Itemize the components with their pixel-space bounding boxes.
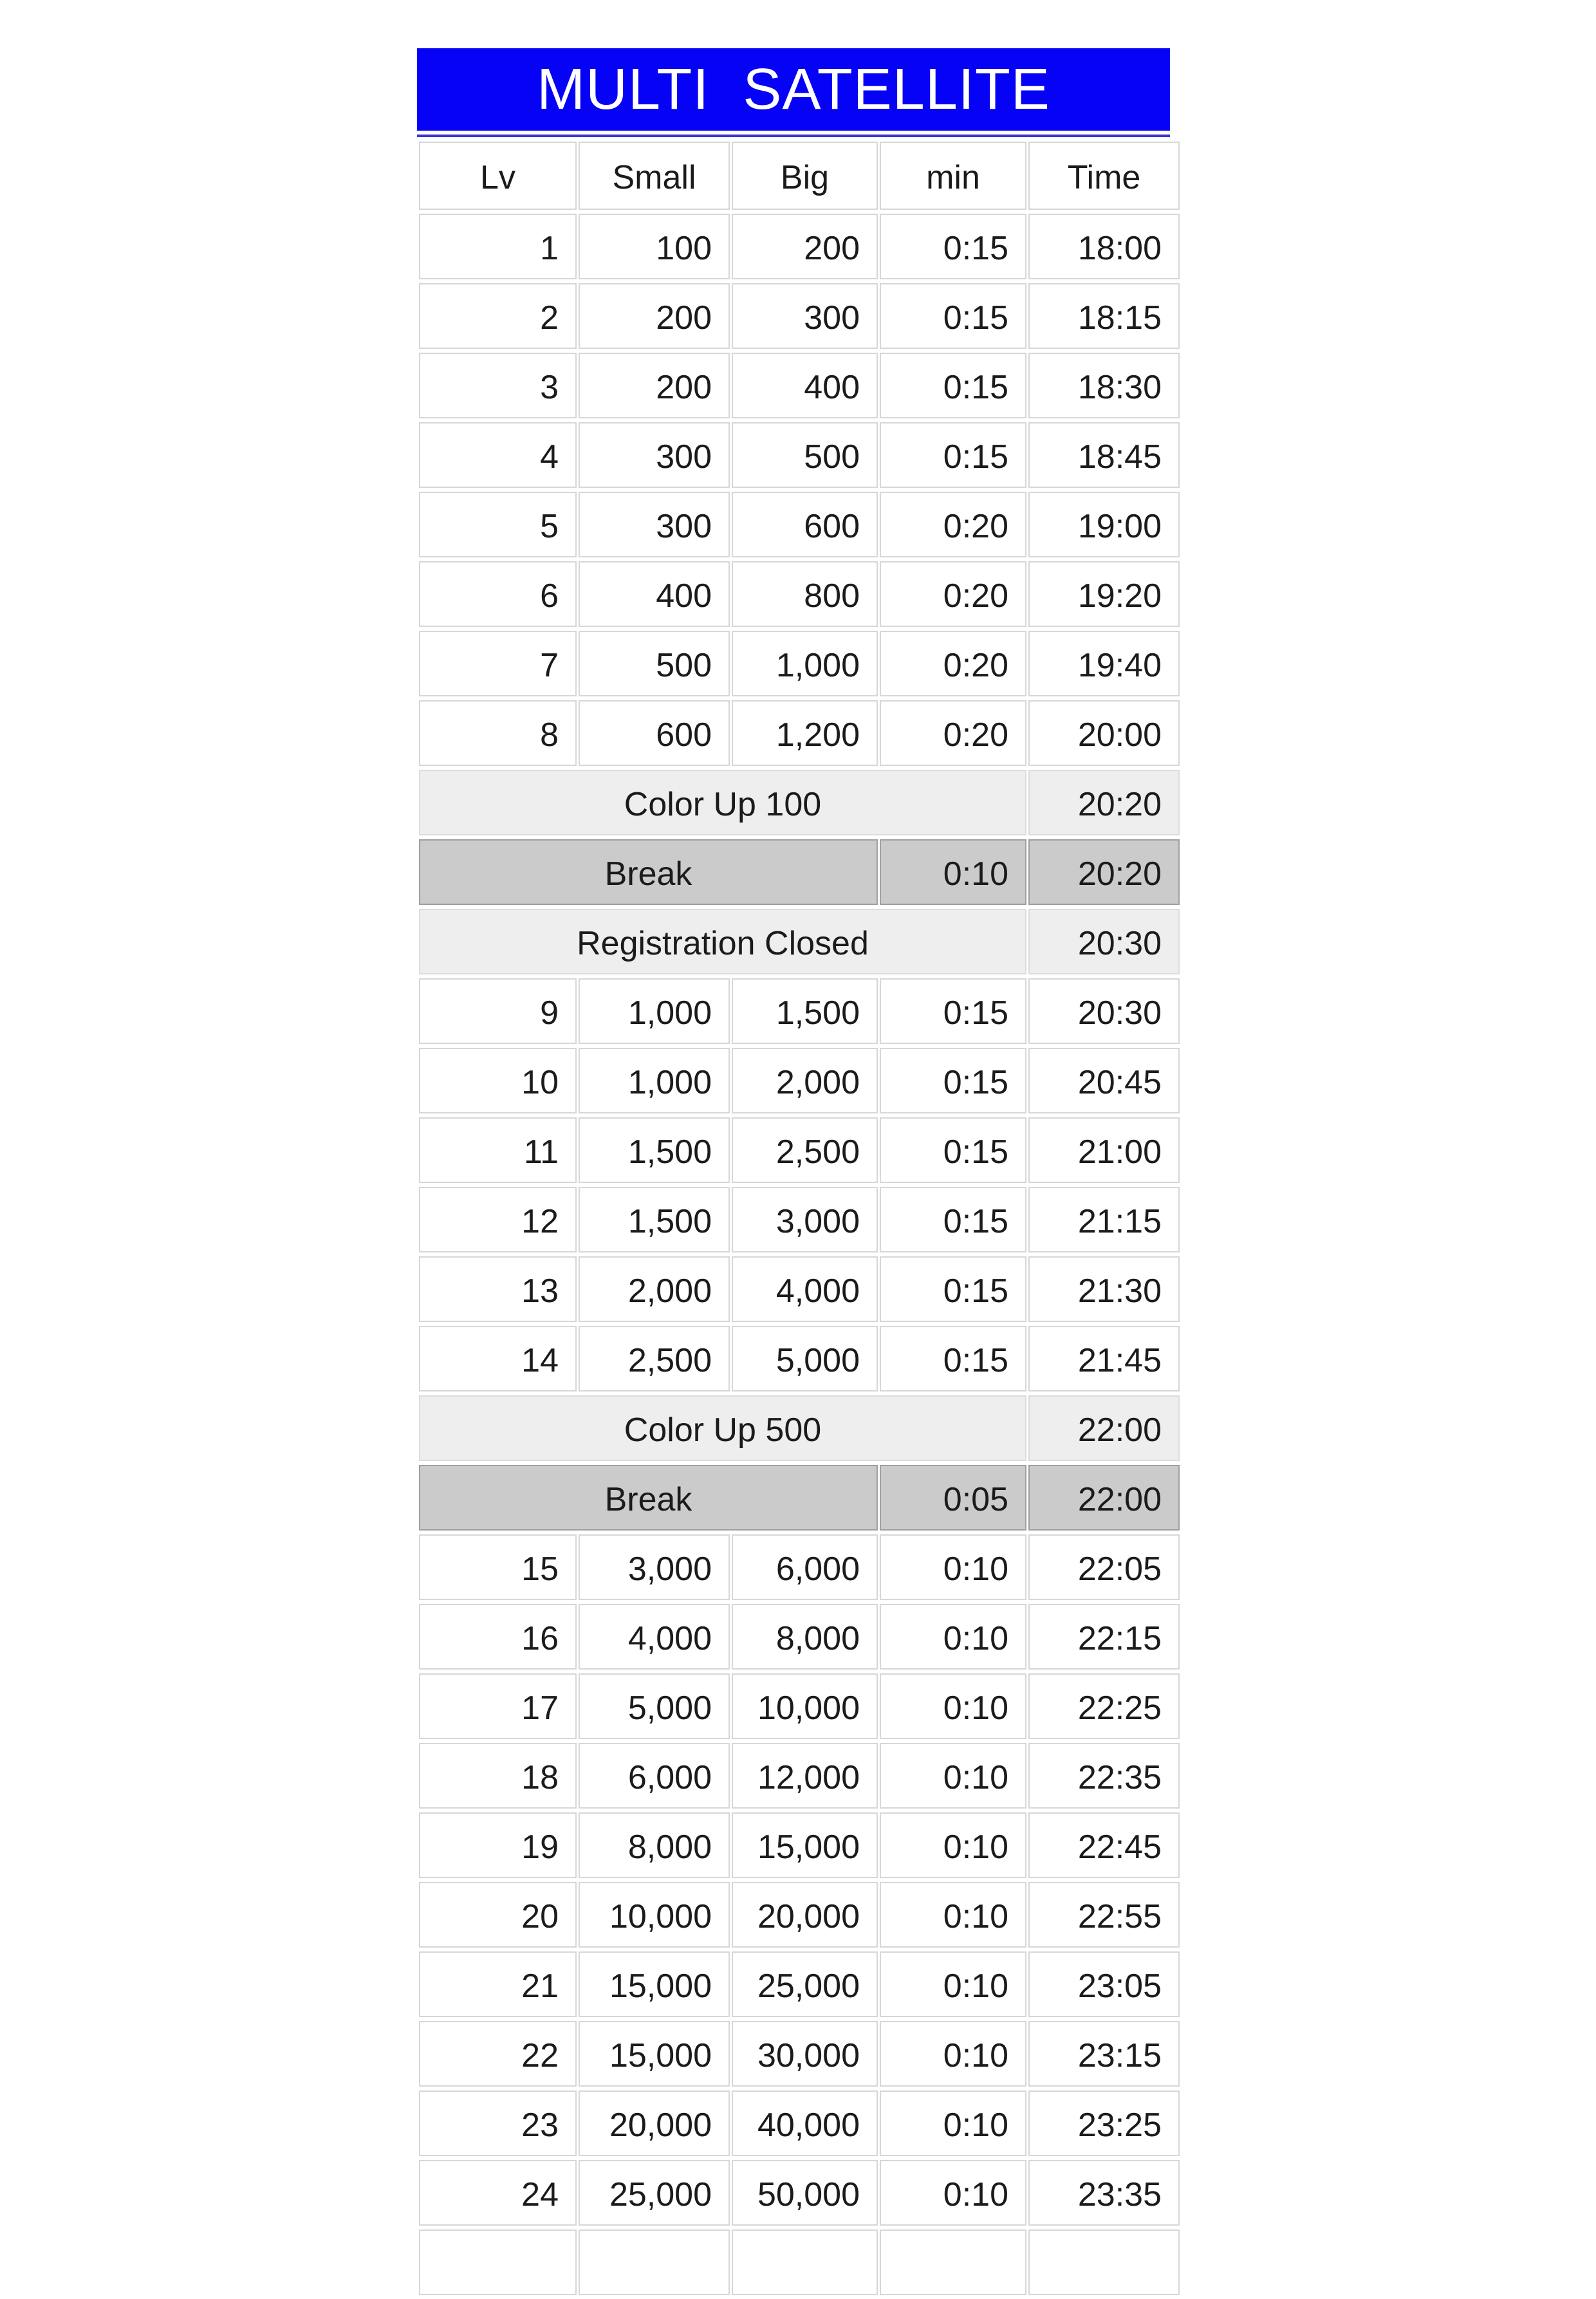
small-blind-cell: 100 — [579, 214, 730, 279]
duration-cell: 0:10 — [880, 1951, 1026, 2017]
start-time-cell: 22:55 — [1028, 1882, 1180, 1948]
big-blind-cell: 10,000 — [732, 1673, 878, 1739]
big-blind-cell: 200 — [732, 214, 878, 279]
level-cell: 18 — [419, 1743, 577, 1809]
header-row — [419, 142, 1180, 210]
level-row — [419, 631, 1180, 696]
big-blind-cell: 5,000 — [732, 1326, 878, 1392]
level-row — [419, 1604, 1180, 1670]
level-row — [419, 1187, 1180, 1252]
level-row — [419, 422, 1180, 488]
level-cell: 5 — [419, 492, 577, 557]
event-row — [419, 909, 1180, 974]
level-cell: 16 — [419, 1604, 577, 1670]
big-blind-cell: 300 — [732, 283, 878, 349]
big-blind-cell: 1,200 — [732, 700, 878, 766]
small-blind-cell: 15,000 — [579, 1951, 730, 2017]
level-row — [419, 1048, 1180, 1113]
small-blind-cell: 20,000 — [579, 2090, 730, 2156]
level-cell: 13 — [419, 1256, 577, 1322]
small-blind-cell: 6,000 — [579, 1743, 730, 1809]
duration-cell: 0:15 — [880, 353, 1026, 418]
level-row — [419, 1812, 1180, 1878]
small-blind-cell: 200 — [579, 353, 730, 418]
level-row — [419, 561, 1180, 627]
duration-cell: 0:15 — [880, 283, 1026, 349]
big-blind-cell: 15,000 — [732, 1812, 878, 1878]
level-cell: 1 — [419, 214, 577, 279]
small-blind-cell: 3,000 — [579, 1534, 730, 1600]
level-cell: 17 — [419, 1673, 577, 1739]
level-row — [419, 492, 1180, 557]
big-blind-cell: 800 — [732, 561, 878, 627]
level-cell: 2 — [419, 283, 577, 349]
start-time-cell: 23:15 — [1028, 2021, 1180, 2087]
level-cell: 15 — [419, 1534, 577, 1600]
duration-cell: 0:15 — [880, 214, 1026, 279]
page-title: MULTI SATELLITE — [537, 57, 1050, 122]
event-label-cell: Registration Closed — [419, 909, 1026, 974]
small-blind-cell: 2,000 — [579, 1256, 730, 1322]
empty-cell — [880, 2229, 1026, 2295]
start-time-cell: 19:40 — [1028, 631, 1180, 696]
duration-cell: 0:15 — [880, 1326, 1026, 1392]
empty-cell — [419, 2229, 577, 2295]
level-cell: 14 — [419, 1326, 577, 1392]
level-cell: 8 — [419, 700, 577, 766]
big-blind-cell: 50,000 — [732, 2160, 878, 2226]
duration-cell: 0:15 — [880, 1117, 1026, 1183]
start-time-cell: 21:00 — [1028, 1117, 1180, 1183]
small-blind-cell: 600 — [579, 700, 730, 766]
level-cell: 7 — [419, 631, 577, 696]
duration-cell: 0:10 — [880, 1534, 1026, 1600]
small-blind-cell: 5,000 — [579, 1673, 730, 1739]
small-blind-cell: 2,500 — [579, 1326, 730, 1392]
duration-cell: 0:10 — [880, 2090, 1026, 2156]
duration-cell: 0:10 — [880, 1882, 1026, 1948]
event-label-cell: Break — [419, 839, 878, 905]
event-label-cell: Color Up 100 — [419, 770, 1026, 835]
start-time-cell: 20:20 — [1028, 770, 1180, 835]
start-time-cell: 21:30 — [1028, 1256, 1180, 1322]
start-time-cell: 18:00 — [1028, 214, 1180, 279]
start-time-cell: 20:00 — [1028, 700, 1180, 766]
small-blind-cell: 1,000 — [579, 978, 730, 1044]
level-row — [419, 283, 1180, 349]
big-blind-cell: 1,500 — [732, 978, 878, 1044]
big-blind-cell: 20,000 — [732, 1882, 878, 1948]
level-row — [419, 1534, 1180, 1600]
empty-cell — [732, 2229, 878, 2295]
small-blind-cell: 300 — [579, 492, 730, 557]
level-cell: 9 — [419, 978, 577, 1044]
start-time-cell: 21:15 — [1028, 1187, 1180, 1252]
level-cell: 23 — [419, 2090, 577, 2156]
blind-structure-table — [417, 138, 1182, 2299]
level-row — [419, 1673, 1180, 1739]
duration-cell: 0:10 — [880, 2160, 1026, 2226]
start-time-cell: 18:15 — [1028, 283, 1180, 349]
small-blind-cell: 25,000 — [579, 2160, 730, 2226]
big-blind-cell: 400 — [732, 353, 878, 418]
small-blind-cell: 8,000 — [579, 1812, 730, 1878]
big-blind-cell: 2,000 — [732, 1048, 878, 1113]
duration-cell: 0:15 — [880, 422, 1026, 488]
col-header-minutes: min — [880, 142, 1026, 210]
title-underline — [417, 135, 1170, 137]
duration-cell: 0:20 — [880, 631, 1026, 696]
col-header-time: Time — [1028, 142, 1180, 210]
level-cell: 22 — [419, 2021, 577, 2087]
duration-cell: 0:15 — [880, 1187, 1026, 1252]
start-time-cell: 22:00 — [1028, 1395, 1180, 1461]
event-row — [419, 770, 1180, 835]
small-blind-cell: 1,500 — [579, 1187, 730, 1252]
duration-cell: 0:15 — [880, 1048, 1026, 1113]
duration-cell: 0:10 — [880, 839, 1026, 905]
empty-cell — [1028, 2229, 1180, 2295]
start-time-cell: 22:35 — [1028, 1743, 1180, 1809]
duration-cell: 0:15 — [880, 978, 1026, 1044]
event-row — [419, 1395, 1180, 1461]
duration-cell: 0:10 — [880, 1673, 1026, 1739]
duration-cell: 0:20 — [880, 700, 1026, 766]
big-blind-cell: 40,000 — [732, 2090, 878, 2156]
empty-cell — [579, 2229, 730, 2295]
level-row — [419, 1951, 1180, 2017]
start-time-cell: 20:30 — [1028, 909, 1180, 974]
level-cell: 10 — [419, 1048, 577, 1113]
schedule-body — [419, 214, 1180, 2295]
start-time-cell: 18:45 — [1028, 422, 1180, 488]
start-time-cell: 18:30 — [1028, 353, 1180, 418]
level-row — [419, 2160, 1180, 2226]
level-cell: 3 — [419, 353, 577, 418]
small-blind-cell: 200 — [579, 283, 730, 349]
level-row — [419, 1743, 1180, 1809]
duration-cell: 0:15 — [880, 1256, 1026, 1322]
level-row — [419, 1326, 1180, 1392]
start-time-cell: 20:20 — [1028, 839, 1180, 905]
level-cell: 21 — [419, 1951, 577, 2017]
start-time-cell: 22:25 — [1028, 1673, 1180, 1739]
level-cell: 11 — [419, 1117, 577, 1183]
level-cell: 19 — [419, 1812, 577, 1878]
tournament-structure-sheet — [417, 48, 1170, 2299]
big-blind-cell: 8,000 — [732, 1604, 878, 1670]
big-blind-cell: 25,000 — [732, 1951, 878, 2017]
level-row — [419, 700, 1180, 766]
level-row — [419, 978, 1180, 1044]
small-blind-cell: 1,000 — [579, 1048, 730, 1113]
level-row — [419, 1882, 1180, 1948]
col-header-big-blind: Big — [732, 142, 878, 210]
title-bar — [417, 48, 1170, 131]
col-header-level: Lv — [419, 142, 577, 210]
start-time-cell: 22:00 — [1028, 1465, 1180, 1531]
small-blind-cell: 4,000 — [579, 1604, 730, 1670]
duration-cell: 0:10 — [880, 1743, 1026, 1809]
col-header-small-blind: Small — [579, 142, 730, 210]
big-blind-cell: 2,500 — [732, 1117, 878, 1183]
duration-cell: 0:10 — [880, 1812, 1026, 1878]
start-time-cell: 19:20 — [1028, 561, 1180, 627]
start-time-cell: 23:35 — [1028, 2160, 1180, 2226]
partial-row — [419, 2229, 1180, 2295]
start-time-cell: 23:25 — [1028, 2090, 1180, 2156]
start-time-cell: 22:05 — [1028, 1534, 1180, 1600]
start-time-cell: 20:45 — [1028, 1048, 1180, 1113]
small-blind-cell: 10,000 — [579, 1882, 730, 1948]
start-time-cell: 23:05 — [1028, 1951, 1180, 2017]
level-cell: 6 — [419, 561, 577, 627]
level-cell: 12 — [419, 1187, 577, 1252]
big-blind-cell: 3,000 — [732, 1187, 878, 1252]
start-time-cell: 22:15 — [1028, 1604, 1180, 1670]
duration-cell: 0:20 — [880, 561, 1026, 627]
small-blind-cell: 500 — [579, 631, 730, 696]
level-row — [419, 2090, 1180, 2156]
big-blind-cell: 1,000 — [732, 631, 878, 696]
big-blind-cell: 4,000 — [732, 1256, 878, 1322]
break-row — [419, 839, 1180, 905]
start-time-cell: 19:00 — [1028, 492, 1180, 557]
level-row — [419, 214, 1180, 279]
small-blind-cell: 1,500 — [579, 1117, 730, 1183]
small-blind-cell: 15,000 — [579, 2021, 730, 2087]
big-blind-cell: 600 — [732, 492, 878, 557]
big-blind-cell: 6,000 — [732, 1534, 878, 1600]
level-row — [419, 1256, 1180, 1322]
level-cell: 24 — [419, 2160, 577, 2226]
start-time-cell: 22:45 — [1028, 1812, 1180, 1878]
level-cell: 4 — [419, 422, 577, 488]
duration-cell: 0:20 — [880, 492, 1026, 557]
level-row — [419, 2021, 1180, 2087]
start-time-cell: 21:45 — [1028, 1326, 1180, 1392]
level-row — [419, 353, 1180, 418]
small-blind-cell: 300 — [579, 422, 730, 488]
event-label-cell: Break — [419, 1465, 878, 1531]
break-row — [419, 1465, 1180, 1531]
level-cell: 20 — [419, 1882, 577, 1948]
level-row — [419, 1117, 1180, 1183]
start-time-cell: 20:30 — [1028, 978, 1180, 1044]
event-label-cell: Color Up 500 — [419, 1395, 1026, 1461]
big-blind-cell: 30,000 — [732, 2021, 878, 2087]
duration-cell: 0:10 — [880, 1604, 1026, 1670]
duration-cell: 0:05 — [880, 1465, 1026, 1531]
big-blind-cell: 500 — [732, 422, 878, 488]
small-blind-cell: 400 — [579, 561, 730, 627]
duration-cell: 0:10 — [880, 2021, 1026, 2087]
big-blind-cell: 12,000 — [732, 1743, 878, 1809]
